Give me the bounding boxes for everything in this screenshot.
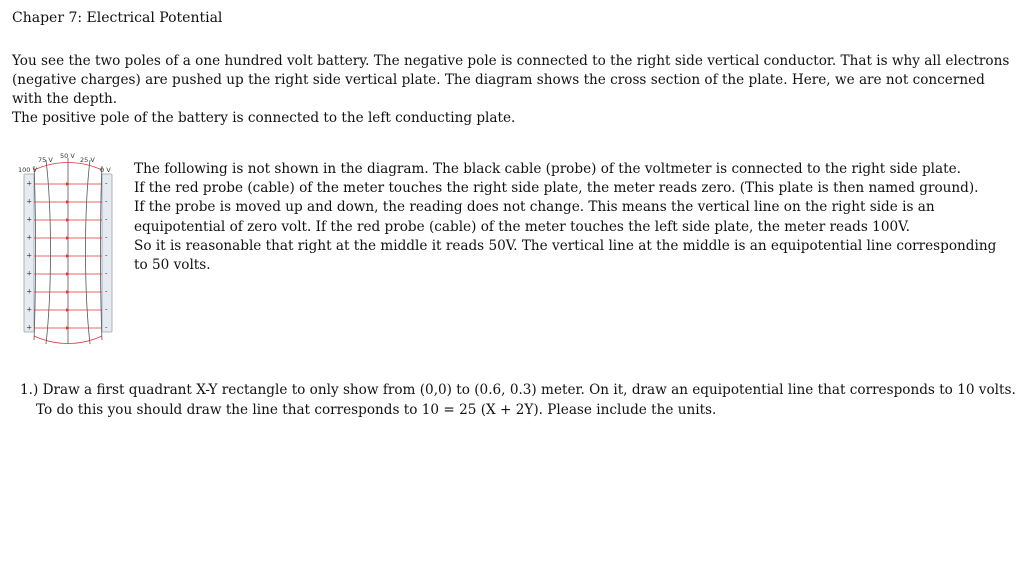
parallel-plate-diagram — [16, 150, 120, 346]
minus-sign: - — [105, 233, 108, 242]
label-100v: 100 V — [18, 166, 37, 174]
minus-sign: - — [105, 269, 108, 278]
left-plate-charges — [26, 180, 32, 332]
intro-paragraph-1: You see the two poles of a one hundred volt battery. The negative pole is connected to the right side vertical conductor. That is why all electrons (negative charges) are pushed up the right side vertical plate. The diagram shows the cross section of the plate. Here, we are not concerned with the depth. — [12, 53, 1010, 107]
equipotential-line-25v — [86, 160, 91, 344]
plus-sign: + — [26, 215, 33, 224]
minus-sign: - — [105, 215, 108, 224]
label-0v: 0 V — [100, 166, 111, 174]
plus-sign: + — [26, 233, 33, 242]
explanation-line-4: equipotential of zero volt. If the red probe (cable) of the meter touches the left side plate, the meter reads 100V. — [134, 218, 910, 235]
intro-paragraph-2: The positive pole of the battery is connected to the left conducting plate. — [12, 110, 516, 126]
intro-text — [12, 52, 1012, 128]
minus-sign: - — [105, 179, 108, 188]
plus-sign: + — [26, 305, 33, 314]
plus-sign: + — [26, 287, 33, 296]
minus-sign: - — [105, 251, 108, 260]
equipotential-lines — [34, 158, 102, 344]
explanation-line-3: If the probe is moved up and down, the reading does not change. This means the vertical line on the right side is an — [134, 199, 935, 216]
question-text — [20, 381, 1016, 420]
question-line-2: To do this you should draw the line that corresponds to 10 = 25 (X + 2Y). Please include the units. — [36, 401, 717, 418]
minus-sign: - — [105, 305, 108, 314]
explanation-text — [134, 160, 1014, 275]
minus-sign: - — [105, 323, 108, 332]
explanation-line-6: to 50 volts. — [134, 257, 211, 274]
explanation-line-2: If the red probe (cable) of the meter touches the right side plate, the meter reads zero. (This plate is then named ground). — [134, 180, 979, 197]
plus-sign: + — [26, 179, 33, 188]
explanation-line-5: So it is reasonable that right at the middle it reads 50V. The vertical line at the middle is an equipotential line corresponding — [134, 237, 997, 254]
label-25v: 25 V — [80, 156, 95, 164]
plus-sign: + — [26, 323, 33, 332]
plus-sign: + — [26, 251, 33, 260]
plus-sign: + — [26, 269, 33, 278]
plus-sign: + — [26, 197, 33, 206]
question-line-1: 1.) Draw a first quadrant X-Y rectangle to only show from (0,0) to (0.6, 0.3) meter. On it, draw an equipotential line that corresponds to 10 volts. — [20, 382, 1016, 398]
explanation-line-1: The following is not shown in the diagram. The black cable (probe) of the voltmeter is connected to the right side plate. — [134, 161, 961, 177]
equipotential-line-75v — [46, 160, 51, 344]
minus-sign: - — [105, 197, 108, 206]
label-50v: 50 V — [60, 152, 75, 160]
page-title: Chaper 7: Electrical Potential — [12, 10, 223, 26]
minus-sign: - — [105, 287, 108, 296]
label-75v: 75 V — [38, 156, 53, 164]
